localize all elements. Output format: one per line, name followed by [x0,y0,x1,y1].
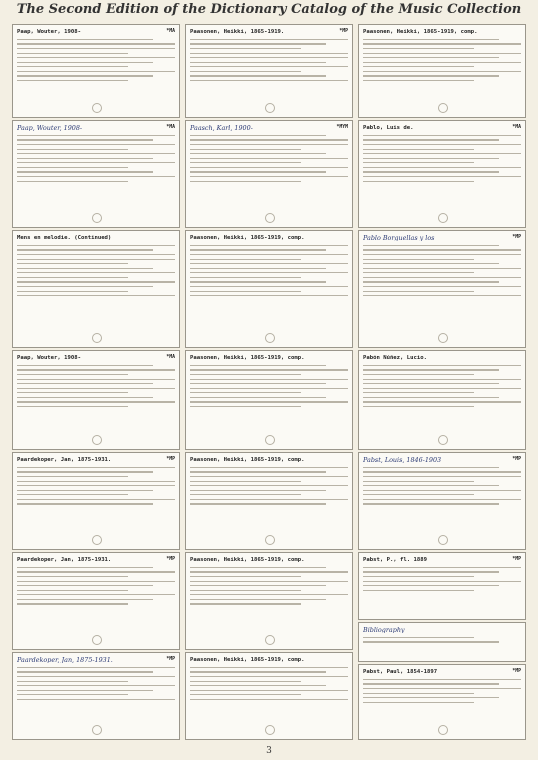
call-number: *MP [512,235,521,240]
card-punch-hole [438,333,448,343]
call-number: *MP [512,557,521,562]
page-number: 3 [266,746,272,756]
card-heading: Paardekoper, Jan, 1875-1931. [17,557,112,563]
card-heading: Pabón Núñez, Lucio. [363,355,427,361]
call-number: *MP [166,557,175,562]
call-number: *MA [166,355,175,360]
catalog-card [185,350,353,450]
card-punch-hole [92,103,102,113]
card-heading: Pabst, Louis, 1846-1903 [363,457,442,464]
card-heading: Paasonen, Heikki, 1865-1919. [190,29,285,35]
call-number: *MA [166,29,175,34]
catalog-card [12,552,180,650]
catalog-card [358,120,526,228]
card-heading: Paap, Wouter, 1908- [17,29,81,35]
card-heading: Paap, Wouter, 1908- [17,125,83,132]
call-number: *MP [166,657,175,662]
card-heading: Paardekoper, Jan, 1875-1931. [17,457,112,463]
catalog-card [12,230,180,348]
card-heading: Paasonen, Heikki, 1865-1919, comp. [363,29,478,35]
card-punch-hole [92,333,102,343]
card-punch-hole [438,535,448,545]
catalog-card [358,230,526,348]
catalog-card [358,452,526,550]
catalog-card [185,24,353,118]
call-number: *MP [512,669,521,674]
call-number: *MP [512,457,521,462]
catalog-card [185,230,353,348]
card-heading: Paardekoper, Jan, 1875-1931. [17,657,113,664]
card-heading: Paasonen, Heikki, 1865-1919, comp. [190,457,305,463]
call-number: *MA [512,125,521,130]
card-punch-hole [265,725,275,735]
card-punch-hole [265,435,275,445]
card-punch-hole [92,435,102,445]
card-heading: Bibliography [363,627,405,634]
card-punch-hole [265,333,275,343]
catalog-card [12,652,180,740]
catalog-card [12,452,180,550]
catalog-card [358,552,526,620]
card-heading: Paasonen, Heikki, 1865-1919, comp. [190,557,305,563]
card-heading: Pablo Borguellas y los [363,235,435,242]
card-heading: Pabst, P., fl. 1889 [363,557,427,563]
card-heading: Paasonen, Heikki, 1865-1919, comp. [190,657,305,663]
card-punch-hole [438,213,448,223]
card-heading: Paasonen, Heikki, 1865-1919, comp. [190,355,305,361]
card-heading: Pabst, Paul, 1854-1897 [363,669,438,675]
card-punch-hole [265,213,275,223]
call-number: *MYM [336,125,348,130]
catalog-card [358,24,526,118]
card-punch-hole [438,435,448,445]
page-title: The Second Edition of the Dictionary Catalog of the Music Collection [16,2,522,17]
card-heading: Paasch, Karl, 1900- [190,125,253,132]
call-number: *MP [339,29,348,34]
catalog-card [12,350,180,450]
catalog-card-grid [12,24,526,740]
catalog-card [185,552,353,650]
catalog-card [185,652,353,740]
card-punch-hole [438,725,448,735]
card-punch-hole [92,535,102,545]
call-number: *MP [166,457,175,462]
card-punch-hole [92,725,102,735]
call-number: *MA [166,125,175,130]
card-punch-hole [92,213,102,223]
card-heading: Mens en melodie. (Continued) [17,235,112,241]
catalog-card [358,350,526,450]
catalog-card [12,120,180,228]
catalog-card [358,664,526,740]
card-punch-hole [438,103,448,113]
card-heading: Paasonen, Heikki, 1865-1919, comp. [190,235,305,241]
card-punch-hole [265,103,275,113]
card-punch-hole [265,635,275,645]
catalog-card [358,622,526,662]
catalog-card [12,24,180,118]
card-heading: Pablo, Luis de. [363,125,414,131]
card-punch-hole [92,635,102,645]
catalog-card [185,452,353,550]
catalog-card [185,120,353,228]
card-punch-hole [265,535,275,545]
card-heading: Paap, Wouter, 1908- [17,355,81,361]
